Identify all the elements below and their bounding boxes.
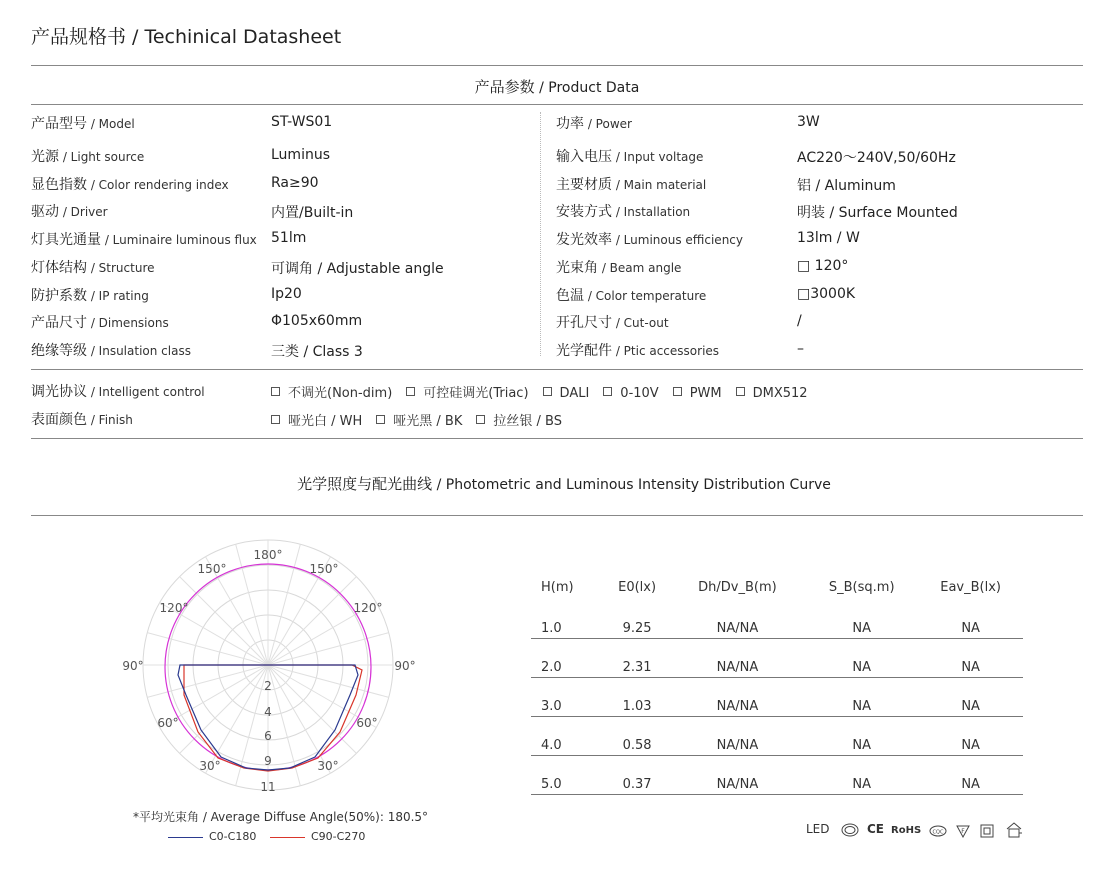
grid-spoke <box>236 544 268 665</box>
left-label-8 <box>31 340 191 360</box>
page-title: 产品规格书 / Techinical Datasheet <box>31 26 342 48</box>
legend-label-c0: C0-C180 <box>209 830 257 843</box>
control-option-label: PWM <box>689 386 722 401</box>
right-value-6: □3000K <box>797 286 856 302</box>
spec-label-cn: 主要材质 <box>556 177 612 193</box>
photometric-title <box>0 473 1114 494</box>
left-label-7 <box>31 312 169 332</box>
control-option-label: DALI <box>559 386 590 401</box>
spec-label-cn: 输入电压 <box>556 149 612 165</box>
control-option-label: 0-10V <box>620 386 659 401</box>
spec-label-en: / Luminous efficiency <box>612 233 743 247</box>
spec-label-en: / Dimensions <box>87 316 169 330</box>
table-cell: NA <box>918 717 1023 756</box>
spec-label-en: / Luminaire luminous flux <box>101 233 257 247</box>
control-option-3[interactable] <box>603 386 658 401</box>
spec-label-cn: 防护系数 <box>31 288 87 304</box>
rohs-icon: RoHS <box>891 825 922 836</box>
right-label-3 <box>556 201 690 221</box>
table-cell: NA/NA <box>670 678 805 717</box>
checkbox-icon[interactable] <box>271 387 280 396</box>
table-header: E0(lx) <box>618 579 657 595</box>
grid-spoke <box>206 665 269 773</box>
divider <box>31 438 1083 439</box>
finish-label-cn: 表面颜色 <box>31 412 87 428</box>
angle-label: 60° <box>157 716 179 730</box>
spec-label-en: / Power <box>584 117 632 131</box>
grid-spoke <box>180 665 268 753</box>
table-cell: NA <box>918 756 1023 795</box>
checkbox-icon[interactable] <box>376 415 385 424</box>
control-option-2[interactable] <box>543 386 590 401</box>
table-cell: NA <box>805 600 918 639</box>
angle-label: 90° <box>394 659 416 673</box>
angle-label: 30° <box>199 759 221 773</box>
right-value-4: 13lm / W <box>797 230 860 246</box>
angle-label: 180° <box>253 548 283 562</box>
spec-label-en: / Model <box>87 117 135 131</box>
table-cell: NA <box>805 717 918 756</box>
left-label-6 <box>31 285 149 305</box>
right-value-8: – <box>797 341 804 357</box>
polar-distribution-chart <box>100 535 440 805</box>
table-row <box>531 600 1023 639</box>
table-row <box>531 678 1023 717</box>
spec-label-en: / IP rating <box>87 289 149 303</box>
product-data-title-cn: 产品参数 <box>474 78 535 96</box>
left-value-1: Luminus <box>271 147 330 163</box>
spec-label-cn: 产品型号 <box>31 116 87 132</box>
control-label-cn: 调光协议 <box>31 384 87 400</box>
spec-label-en: / Insulation class <box>87 344 191 358</box>
angle-label: 150° <box>309 562 339 576</box>
angle-label: 60° <box>356 716 378 730</box>
right-label-2 <box>556 174 706 194</box>
right-label-7 <box>556 312 669 332</box>
ccc-icon <box>841 823 859 837</box>
spec-label-en: / Installation <box>612 205 691 219</box>
radial-label: 6 <box>264 729 272 743</box>
table-row <box>531 756 1023 795</box>
control-option-label: 可控硅调光(Triac) <box>423 386 529 401</box>
photometric-title-en: / Photometric and Luminous Intensity Distribution Curve <box>432 477 831 493</box>
angle-label: 30° <box>317 759 339 773</box>
right-label-4 <box>556 229 743 249</box>
right-value-0: 3W <box>797 114 820 130</box>
finish-label-en: / Finish <box>87 413 133 427</box>
cqc-icon <box>929 825 947 837</box>
led-mark: LED <box>806 822 830 836</box>
control-option-0[interactable] <box>271 382 392 401</box>
spec-label-en: / Color rendering index <box>87 178 229 192</box>
spec-label-cn: 产品尺寸 <box>31 315 87 331</box>
right-label-5 <box>556 257 681 277</box>
control-options <box>271 382 822 401</box>
right-label-8 <box>556 340 719 360</box>
grid-spoke <box>268 665 331 773</box>
product-data-title <box>0 76 1114 97</box>
radial-label: 9 <box>264 754 272 768</box>
right-label-1 <box>556 146 703 166</box>
table-header: Eav_B(lx) <box>940 579 1001 595</box>
control-option-label: 不调光(Non-dim) <box>288 386 393 401</box>
f-mark-icon <box>956 824 970 838</box>
left-label-0 <box>31 113 135 133</box>
grid-spoke <box>180 577 268 665</box>
spec-label-en: / Cut-out <box>612 316 669 330</box>
checkbox-icon[interactable] <box>476 415 485 424</box>
checkbox-icon[interactable] <box>603 387 612 396</box>
series-c90-c270 <box>184 665 362 771</box>
table-cell: 2.0 <box>531 639 604 678</box>
angle-label: 90° <box>122 659 144 673</box>
angle-label: 150° <box>197 562 227 576</box>
divider <box>31 104 1083 105</box>
spec-label-cn: 光束角 <box>556 260 598 276</box>
table-header: H(m) <box>541 579 574 595</box>
legend-label-c90: C90-C270 <box>311 830 366 843</box>
spec-label-cn: 开孔尺寸 <box>556 315 612 331</box>
table-cell: 1.0 <box>531 600 604 639</box>
left-value-6: Ip20 <box>271 286 302 302</box>
table-cell: NA <box>805 678 918 717</box>
table-cell: 9.25 <box>604 600 669 639</box>
angle-label: 120° <box>159 601 189 615</box>
legend-swatch-c0 <box>168 837 203 838</box>
left-value-5: 可调角 / Adjustable angle <box>271 261 444 277</box>
right-label-0 <box>556 113 632 133</box>
table-cell: NA/NA <box>670 600 805 639</box>
right-value-3: 明装 / Surface Mounted <box>797 205 958 221</box>
table-cell: NA/NA <box>670 717 805 756</box>
grid-spoke <box>268 544 300 665</box>
control-label <box>31 381 205 401</box>
spec-label-en: / Main material <box>612 178 707 192</box>
grid-spoke <box>236 665 268 786</box>
spec-label-cn: 绝缘等级 <box>31 343 87 359</box>
legend-swatch-c90 <box>270 837 305 838</box>
control-option-5[interactable] <box>736 386 808 401</box>
checkbox-icon[interactable] <box>673 387 682 396</box>
table-cell: 0.58 <box>604 717 669 756</box>
finish-label <box>31 409 133 429</box>
control-option-4[interactable] <box>673 386 722 401</box>
table-header: Dh/Dv_B(m) <box>698 579 777 595</box>
spec-label-cn: 功率 <box>556 116 584 132</box>
table-cell: 5.0 <box>531 756 604 795</box>
left-value-2: Ra≥90 <box>271 175 319 191</box>
control-option-1[interactable] <box>406 382 528 401</box>
checkbox-icon[interactable] <box>406 387 415 396</box>
spec-label-en: / Structure <box>87 261 155 275</box>
right-label-6 <box>556 285 706 305</box>
left-value-4: 51lm <box>271 230 307 246</box>
spec-label-cn: 光源 <box>31 149 59 165</box>
grid-spoke <box>268 577 356 665</box>
table-cell: NA <box>918 639 1023 678</box>
spec-label-cn: 显色指数 <box>31 177 87 193</box>
finish-option-0[interactable] <box>271 410 362 429</box>
left-label-4 <box>31 229 257 249</box>
spec-label-en: / Light source <box>59 150 145 164</box>
ce-icon: CE <box>867 822 885 836</box>
table-cell: 4.0 <box>531 717 604 756</box>
divider <box>31 369 1083 370</box>
spec-label-cn: 光学配件 <box>556 343 612 359</box>
spec-label-en: / Beam angle <box>598 261 682 275</box>
svg-text:CQC: CQC <box>932 829 944 836</box>
spec-label-cn: 灯体结构 <box>31 260 87 276</box>
right-value-7: / <box>797 313 802 329</box>
radial-label: 2 <box>264 679 272 693</box>
finish-option-label: 哑光白 / WH <box>288 414 363 429</box>
finish-option-label: 拉丝银 / BS <box>493 414 562 429</box>
right-value-5: □ 120° <box>797 258 849 274</box>
right-value-1: AC220～240V,50/60Hz <box>797 150 956 166</box>
average-angle-note: *平均光束角 / Average Diffuse Angle(50%): 180.5° <box>133 810 429 824</box>
control-label-en: / Intelligent control <box>87 385 205 399</box>
finish-option-1[interactable] <box>376 410 462 429</box>
svg-text:F: F <box>961 828 965 835</box>
spec-label-en: / Input voltage <box>612 150 704 164</box>
angle-label: 120° <box>353 601 383 615</box>
column-separator <box>540 112 541 356</box>
left-value-7: Φ105x60mm <box>271 313 363 329</box>
right-value-2: 铝 / Aluminum <box>797 178 896 194</box>
spec-label-cn: 驱动 <box>31 204 59 220</box>
table-cell: NA <box>805 756 918 795</box>
spec-label-en: / Color temperature <box>584 289 707 303</box>
table-cell: 3.0 <box>531 678 604 717</box>
divider <box>31 65 1083 66</box>
product-data-title-en: / Product Data <box>534 80 640 96</box>
spec-label-en: / Ptic accessories <box>612 344 720 358</box>
table-cell: NA <box>918 600 1023 639</box>
table-cell: 1.03 <box>604 678 669 717</box>
grid-spoke <box>268 665 356 753</box>
divider <box>31 515 1083 516</box>
checkbox-icon[interactable] <box>271 415 280 424</box>
checkbox-icon[interactable] <box>736 387 745 396</box>
left-label-2 <box>31 174 229 194</box>
left-value-0: ST-WS01 <box>271 114 333 130</box>
control-option-label: DMX512 <box>752 386 808 401</box>
table-cell: NA <box>805 639 918 678</box>
left-label-1 <box>31 146 144 166</box>
table-header: S_B(sq.m) <box>828 579 895 595</box>
checkbox-icon[interactable] <box>543 387 552 396</box>
radial-label: 4 <box>264 705 272 719</box>
left-label-5 <box>31 257 155 277</box>
photometric-table <box>531 574 1023 795</box>
left-value-3: 内置/Built-in <box>271 205 354 221</box>
photometric-title-cn: 光学照度与配光曲线 <box>297 475 433 493</box>
left-label-3 <box>31 201 108 221</box>
finish-option-2[interactable] <box>476 410 562 429</box>
table-row <box>531 717 1023 756</box>
spec-label-cn: 灯具光通量 <box>31 232 101 248</box>
grid-spoke <box>268 665 300 786</box>
radial-label: 11 <box>260 780 276 794</box>
table-cell: 0.37 <box>604 756 669 795</box>
finish-option-label: 哑光黑 / BK <box>393 414 463 429</box>
spec-label-cn: 安装方式 <box>556 204 612 220</box>
spec-label-en: / Driver <box>59 205 108 219</box>
spec-label-cn: 发光效率 <box>556 232 612 248</box>
spec-label-cn: 色温 <box>556 288 584 304</box>
surface-mount-icon <box>1005 821 1023 838</box>
table-cell: 2.31 <box>604 639 669 678</box>
table-cell: NA <box>918 678 1023 717</box>
table-cell: NA/NA <box>670 639 805 678</box>
finish-options <box>271 410 576 429</box>
table-row <box>531 639 1023 678</box>
left-value-8: 三类 / Class 3 <box>271 344 363 360</box>
table-cell: NA/NA <box>670 756 805 795</box>
class-ii-icon <box>980 824 994 838</box>
